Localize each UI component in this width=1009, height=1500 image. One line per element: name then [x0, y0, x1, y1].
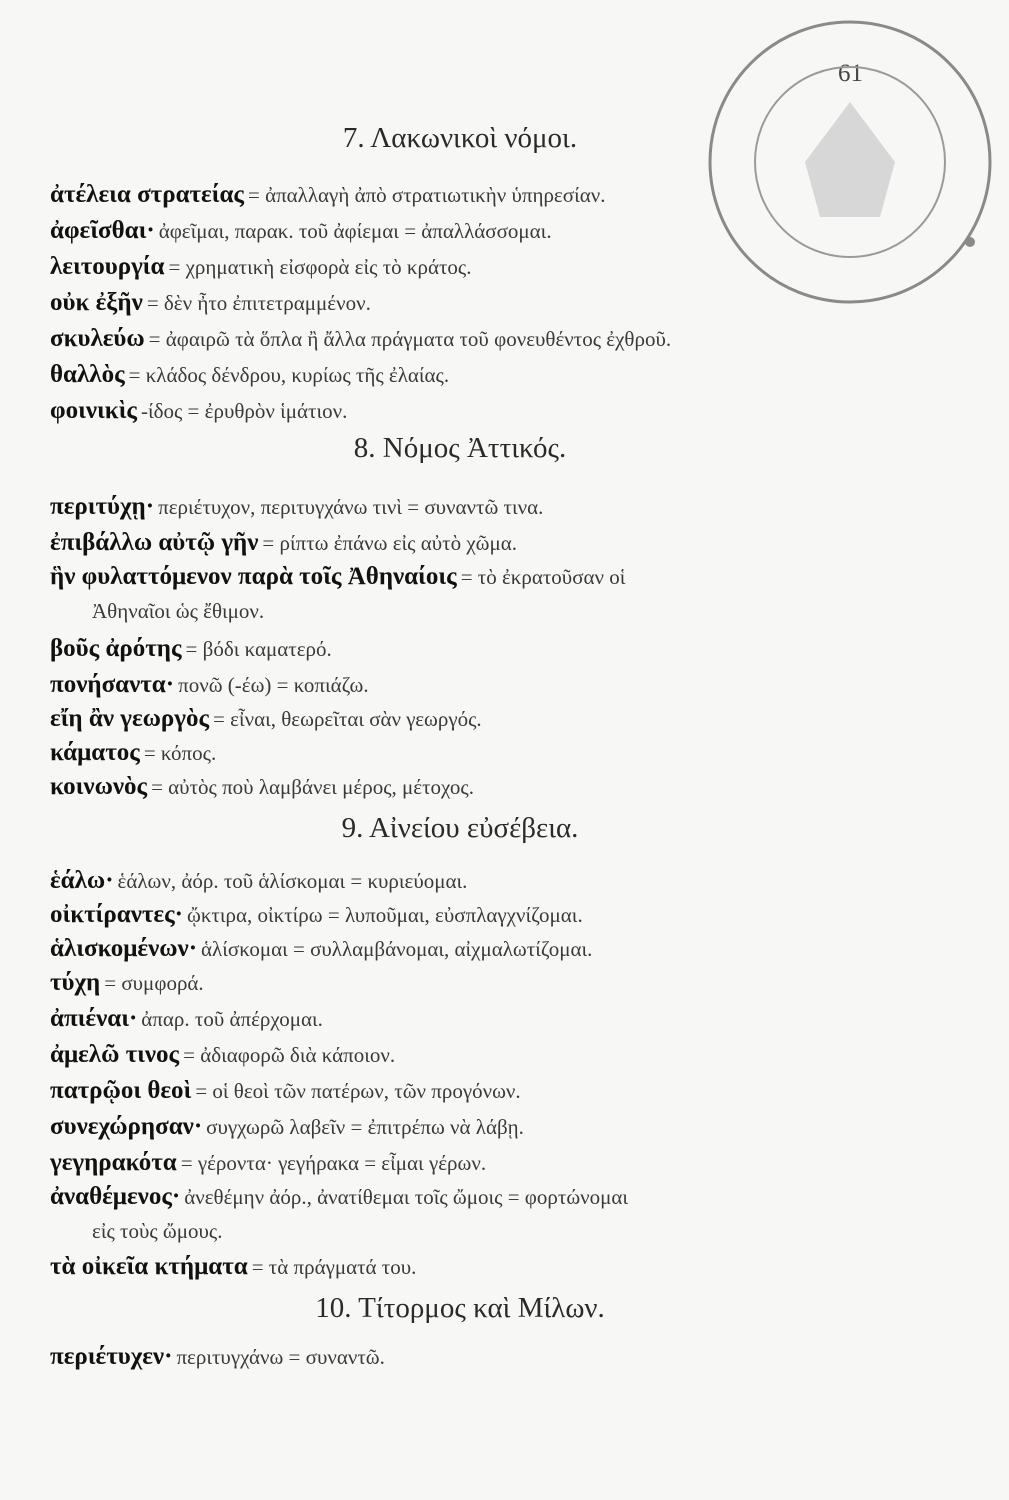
entry [50, 1110, 950, 1144]
entry-term: τύχη [50, 969, 101, 996]
entry [50, 864, 950, 898]
entry-definition: ἀπαρ. τοῦ ἀπέρχομαι. [141, 1007, 323, 1031]
entry-term: οὐκ ἐξῆν [50, 289, 143, 316]
section-heading-7: 7. Λακωνικοὶ νόμοι. [342, 122, 578, 154]
entry-term: σκυλεύω [50, 325, 145, 352]
entry-term: ἁλισκομένων· [50, 935, 198, 962]
section-heading-9: 9. Αἰνείου εὐσέβεια. [341, 812, 579, 844]
entry [50, 286, 950, 320]
entry-definition: περιτυγχάνω = συναντῶ. [176, 1345, 385, 1369]
entry-definition: = δὲν ἦτο ἐπιτετραμμένον. [146, 291, 371, 315]
entry-term: πατρῷοι θεοὶ [50, 1077, 192, 1104]
page-number: 61 [838, 60, 863, 87]
entry-term: ἀφεῖσθαι· [50, 217, 155, 244]
entry-term: ἀτέλεια στρατείας [50, 181, 244, 208]
entry [50, 898, 950, 932]
entry-definition: = τὸ ἐκρατοῦσαν οἱ [460, 565, 626, 589]
section-heading-8: 8. Νόμος Ἀττικός. [353, 432, 567, 464]
entry-term: φοινικὶς [50, 397, 137, 424]
entry-definition: = κόπος. [143, 741, 217, 765]
entry-definition: συγχωρῶ λαβεῖν = ἐπιτρέπω νὰ λάβῃ. [206, 1115, 524, 1139]
entry-definition: = χρηματικὴ εἰσφορὰ εἰς τὸ κράτος. [168, 255, 472, 279]
entry [50, 770, 950, 804]
entry-term: ἣν φυλαττόμενον παρὰ τοῖς Ἀθηναίοις [50, 563, 457, 590]
entry [50, 1002, 950, 1036]
entry-term: περιέτυχεν· [50, 1343, 173, 1370]
entry-definition: -ίδος = ἐρυθρὸν ἱμάτιον. [140, 399, 348, 423]
entry-definition: = ἀφαιρῶ τὰ ὅπλα ἢ ἄλλα πράγματα τοῦ φονευθέντος ἐχθροῦ. [148, 327, 672, 351]
entry-definition: = γέροντα· γεγήρακα = εἶμαι γέρων. [180, 1151, 487, 1175]
entry [50, 322, 950, 356]
entry-term: θαλλὸς [50, 361, 125, 388]
entry [50, 490, 950, 524]
entry-term: ἀναθέμενος· [50, 1183, 181, 1210]
entry [50, 526, 950, 560]
entry-definition: = βόδι καματερό. [185, 637, 332, 661]
entry [50, 1250, 950, 1284]
entry-term: πονήσαντα· [50, 671, 175, 698]
entry-term: ἑάλω· [50, 867, 114, 894]
entry-definition-continued: Ἀθηναῖοι ὡς ἔθιμον. [92, 599, 265, 623]
entry-definition: = συμφορά. [104, 971, 204, 995]
entry-term: οἰκτίραντες· [50, 901, 183, 928]
entry [50, 214, 950, 248]
entry-definition: περιέτυχον, περιτυγχάνω τινὶ = συναντῶ τινα. [158, 495, 544, 519]
entry [50, 250, 950, 284]
entry-definition: ἀνεθέμην ἀόρ., ἀνατίθεμαι τοῖς ὤμοις = φορτώνομαι [184, 1185, 629, 1209]
entry-definition: = ἀπαλλαγὴ ἀπὸ στρατιωτικὴν ὑπηρεσίαν. [247, 183, 606, 207]
entry-definition: = εἶναι, θεωρεῖται σὰν γεωργός. [213, 707, 482, 731]
entry [50, 932, 950, 966]
entry [50, 358, 950, 392]
entry-term: τὰ οἰκεῖα κτήματα [50, 1253, 248, 1280]
entry-term: ἀμελῶ τινος [50, 1041, 180, 1068]
entry-term: εἴη ἂν γεωργὸς [50, 705, 210, 732]
entry-term: λειτουργία [50, 253, 165, 280]
entry [50, 1038, 950, 1072]
section-heading-10: 10. Τίτορμος καὶ Μίλων. [315, 1292, 605, 1324]
entry-definition: ἁλίσκομαι = συλλαμβάνομαι, αἰχμαλωτίζομαι. [201, 937, 593, 961]
entry-definition: ἀφεῖμαι, παρακ. τοῦ ἀφίεμαι = ἀπαλλάσσομαι. [158, 219, 552, 243]
entry [50, 1074, 950, 1108]
entry-definition: = τὰ πράγματά του. [251, 1255, 417, 1279]
entry-term: γεγηρακότα [50, 1149, 177, 1176]
entry-term: κοινωνὸς [50, 773, 148, 800]
entry-term: βοῦς ἀρότης [50, 635, 182, 662]
entry-term: περιτύχῃ· [50, 493, 155, 520]
entry [50, 1340, 950, 1374]
entry-definition: = κλάδος δένδρου, κυρίως τῆς ἐλαίας. [128, 363, 450, 387]
entry-definition: = αὐτὸς ποὺ λαμβάνει μέρος, μέτοχος. [151, 775, 474, 799]
entry [50, 736, 950, 770]
entry [50, 1146, 950, 1180]
entry [50, 178, 950, 212]
entry-definition: = ρίπτω ἐπάνω εἰς αὐτὸ χῶμα. [262, 531, 517, 555]
entry [50, 632, 950, 666]
entry-definition-continued: εἰς τοὺς ὤμους. [92, 1219, 223, 1243]
entry-term: κάματος [50, 739, 140, 766]
entry-definition: πονῶ (-έω) = κοπιάζω. [178, 673, 369, 697]
entry [50, 702, 950, 736]
entry [50, 966, 950, 1000]
entry-term: συνεχώρησαν· [50, 1113, 203, 1140]
entry [50, 1180, 950, 1248]
entry-definition: ἑάλων, ἀόρ. τοῦ ἁλίσκομαι = κυριεύομαι. [117, 869, 468, 893]
entry [50, 394, 950, 428]
entry-definition: ᾤκτιρα, οἰκτίρω = λυποῦμαι, εὐσπλαγχνίζομαι. [187, 903, 583, 927]
entry-definition: = ἀδιαφορῶ διὰ κάποιον. [183, 1043, 396, 1067]
entry-term: ἀπιέναι· [50, 1005, 138, 1032]
entry [50, 668, 950, 702]
entry-term: ἐπιβάλλω αὐτῷ γῆν [50, 529, 259, 556]
entry-definition: = οἱ θεοὶ τῶν πατέρων, τῶν προγόνων. [195, 1079, 521, 1103]
entry [50, 560, 950, 628]
